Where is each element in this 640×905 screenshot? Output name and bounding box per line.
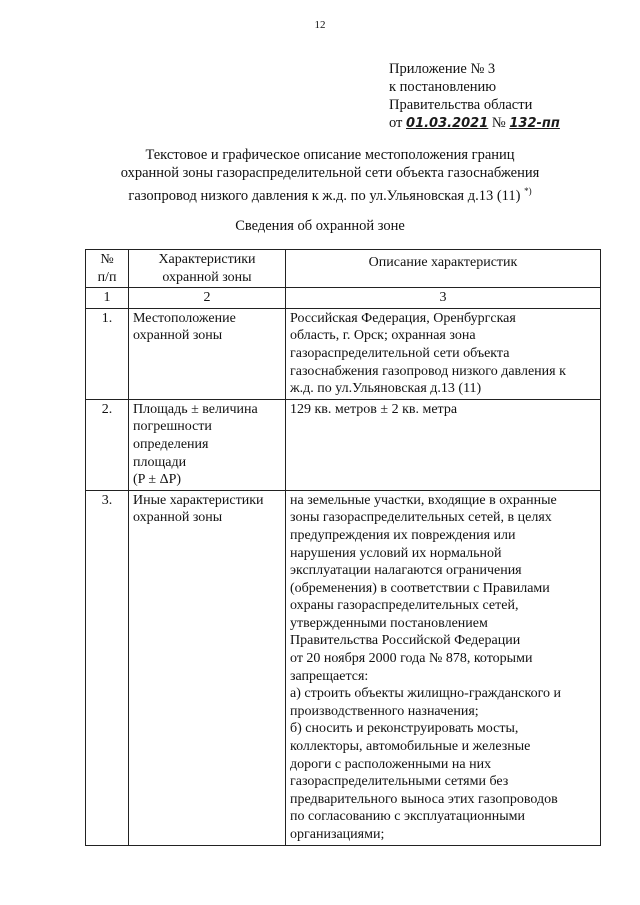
table-row (86, 308, 601, 399)
row-description-line: а) строить объекты жилищно-гражданского и (290, 686, 561, 702)
row-description-line: запрещается: (290, 668, 369, 684)
row-description-line: газораспределительными сетями без (290, 774, 509, 790)
zone-info-table (85, 249, 601, 846)
row-description-line: предварительного выноса этих газопроводов (290, 791, 558, 807)
column-number-2: 2 (129, 288, 286, 309)
row-characteristic-line: (P ± ΔP) (133, 472, 182, 488)
row-description-line: коллекторы, автомобильные и железные (290, 739, 531, 755)
column-number-3: 3 (286, 288, 601, 309)
row-characteristic-line: площади (133, 454, 187, 470)
row-description-line: б) сносить и реконструировать мосты, (290, 721, 519, 737)
row-description-line: 129 кв. метров ± 2 кв. метра (290, 401, 458, 417)
row-description (286, 399, 601, 490)
row-description-line: газоснабжения газопровод низкого давления к (290, 363, 566, 379)
row-description-line: предупреждения их повреждения или (290, 527, 516, 543)
appendix-line-2: к постановлению (389, 79, 497, 95)
row-number: 3. (86, 490, 129, 845)
header-cell-characteristics (129, 250, 286, 288)
header-characteristics-line-2: охранной зоны (162, 269, 252, 285)
number-prefix: № (491, 115, 506, 131)
handwritten-date: 01.03.2021 (406, 116, 489, 131)
row-description-line: дороги с расположенными на них (290, 756, 492, 772)
footnote-mark: *) (524, 186, 532, 196)
page-number: 12 (314, 19, 326, 31)
header-cell-number (86, 250, 129, 288)
title-line-2: охранной зоны газораспределительной сети объекта газоснабжения (120, 165, 540, 181)
row-description-line: Правительства Российской Федерации (290, 633, 521, 649)
row-description-line: ж.д. по ул.Ульяновская д.13 (11) (290, 381, 482, 397)
title-line-3: газопровод низкого давления к ж.д. по ул.Ульяновская д.13 (11) (128, 187, 521, 204)
row-description-line: на земельные участки, входящие в охранные (290, 492, 557, 508)
header-number-line-2: п/п (97, 269, 117, 285)
document-title (60, 146, 600, 205)
row-description (286, 308, 601, 399)
row-description-line: по согласованию с эксплуатационными (290, 809, 525, 825)
row-description-line: от 20 ноября 2000 года № 878, которыми (290, 651, 533, 667)
section-subtitle: Сведения об охранной зоне (235, 218, 405, 234)
row-characteristic-line: Площадь ± величина (133, 401, 258, 417)
appendix-line-1: Приложение № 3 (389, 61, 496, 77)
header-number-line-1: № (100, 252, 114, 267)
row-description-line: охраны газораспределительных сетей, (290, 598, 519, 614)
appendix-block (389, 60, 560, 133)
title-line-1: Текстовое и графическое описание местоположения границ (145, 147, 515, 163)
row-description (286, 490, 601, 845)
header-cell-description: Описание характеристик (286, 250, 601, 288)
table-row (86, 399, 601, 490)
row-characteristic-line: Иные характеристики (133, 492, 264, 508)
row-description-line: (обременения) в соответствии с Правилами (290, 580, 550, 596)
row-characteristic-line: погрешности (133, 419, 212, 435)
title-line-3-wrap (60, 182, 600, 205)
table-row (86, 490, 601, 845)
row-description-line: нарушения условий их нормальной (290, 545, 502, 561)
row-description-line: зоны газораспределительных сетей, в целях (290, 510, 552, 526)
row-number: 2. (86, 399, 129, 490)
column-numbers-row (86, 288, 601, 309)
row-description-line: газораспределительной сети объекта (290, 345, 510, 361)
row-characteristic-line: Местоположение (133, 310, 236, 326)
row-characteristic-line: охранной зоны (133, 510, 223, 526)
row-description-line: область, г. Орск; охранная зона (290, 328, 476, 344)
row-characteristic (129, 490, 286, 845)
row-description-line: производственного назначения; (290, 703, 479, 719)
row-description-line: эксплуатации налагаются ограничения (290, 563, 522, 579)
row-characteristic-line: охранной зоны (133, 328, 223, 344)
column-number-1: 1 (86, 288, 129, 309)
row-characteristic (129, 399, 286, 490)
appendix-line-3: Правительства области (389, 97, 533, 113)
row-characteristic-line: определения (133, 436, 209, 452)
row-characteristic (129, 308, 286, 399)
header-characteristics-line-1: Характеристики (158, 252, 256, 267)
date-prefix: от (389, 115, 403, 131)
row-description-line: утвержденными постановлением (290, 615, 488, 631)
row-description-line: организациями; (290, 827, 385, 842)
row-number: 1. (86, 308, 129, 399)
row-description-line: Российская Федерация, Оренбургская (290, 310, 516, 326)
handwritten-number: 132-пп (509, 116, 560, 131)
table-header-row (86, 250, 601, 288)
appendix-date-line (389, 114, 560, 133)
